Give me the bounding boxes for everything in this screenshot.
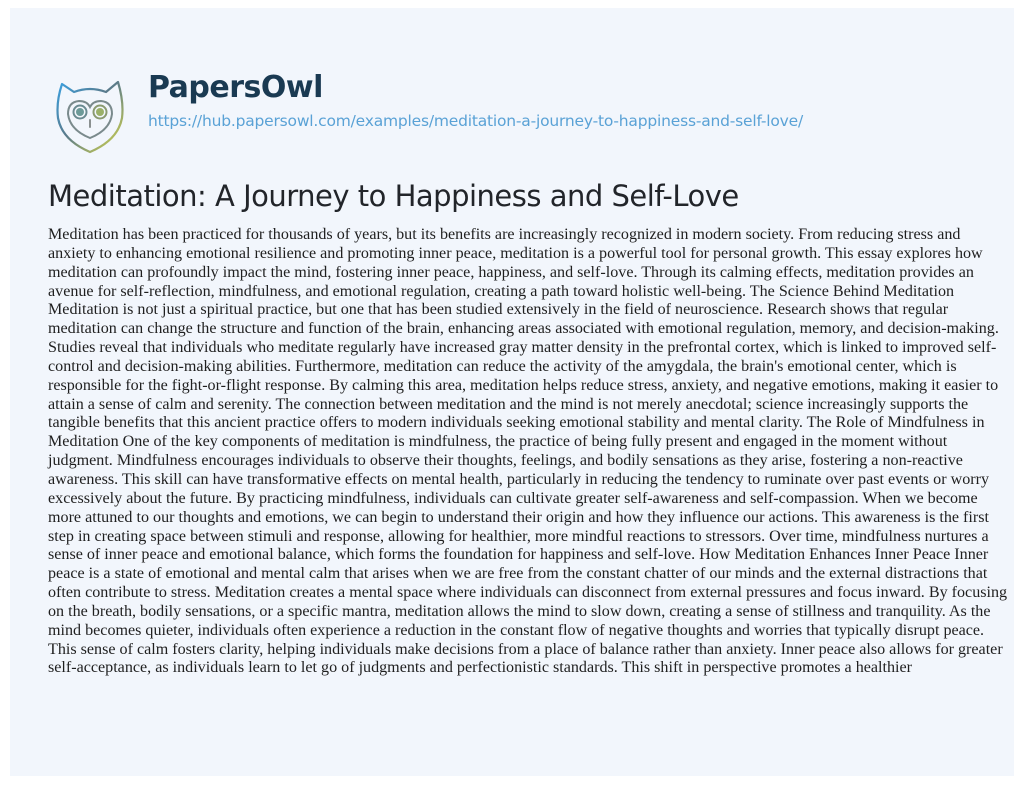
document-body: Meditation has been practiced for thousands of years, but its benefits are increasingly recognized in modern society. From reducing stress and anxiety to enhancing emotional resilience and promoting inner peace, meditation is a powerful tool for personal growth. This essay explores how meditation can profoundly impact the mind, fostering inner peace, happiness, and self-love. Through its calming effects, meditation provides an avenue for self-reflection, mindfulness, and emotional regulation, creating a path toward holistic well-being. The Science Behind Meditation Meditation is not just a spiritual practice, but one that has been studied extensively in the field of neuroscience. Research shows that regular meditation can change the structure and function of the brain, enhancing areas associated with emotional regulation, memory, and decision-making. Studies reveal that individuals who meditate regularly have increased gray matter density in the prefrontal cortex, which is linked to improved self-control and decision-making abilities. Furthermore, meditation can reduce the activity of the amygdala, the brain's emotional center, which is responsible for the fight-or-flight response. By calming this area, meditation helps reduce stress, anxiety, and negative emotions, making it easier to attain a sense of calm and serenity. The connection between meditation and the mind is not merely anecdotal; science increasingly supports the tangible benefits that this ancient practice offers to modern individuals seeking emotional stability and mental clarity. The Role of Mindfulness in Meditation One of the key components of meditation is mindfulness, the practice of being fully present and engaged in the moment without judgment. Mindfulness encourages individuals to observe their thoughts, feelings, and bodily sensations as they arise, fostering a non-reactive awareness. This skill can have transformative effects on mental health, particularly in reducing the tendency to ruminate over past events or worry excessively about the future. By practicing mindfulness, individuals can cultivate greater self-awareness and self-compassion. When we become more attuned to our thoughts and emotions, we can begin to understand their origin and how they influence our actions. This awareness is the first step in creating space between stimuli and response, allowing for healthier, more mindful reactions to stressors. Over time, mindfulness nurtures a sense of inner peace and emotional balance, which forms the foundation for happiness and self-love. How Meditation Enhances Inner Peace Inner peace is a state of emotional and mental calm that arises when we are free from the constant chatter of our minds and the external distractions that often contribute to stress. Meditation creates a mental space where individuals can disconnect from external pressures and focus inward. By focusing on the breath, bodily sensations, or a specific mantra, meditation allows the mind to slow down, creating a sense of stillness and tranquility. As the mind becomes quieter, individuals often experience a reduction in the constant flow of negative thoughts and worries that typically disrupt peace. This sense of calm fosters clarity, helping individuals make decisions from a place of balance rather than anxiety. Inner peace also allows for greater self-acceptance, as individuals learn to let go of judgments and perfectionistic standards. This shift in perspective promotes a healthier bbox=[48, 226, 1008, 677]
document-card bbox=[10, 8, 1014, 776]
source-url-link[interactable]: https://hub.papersowl.com/examples/meditation-a-journey-to-happiness-and-self-love/ bbox=[148, 112, 804, 130]
brand-text bbox=[148, 70, 803, 130]
owl-logo-icon bbox=[48, 66, 132, 161]
document-title: Meditation: A Journey to Happiness and Self-Love bbox=[48, 179, 739, 213]
brand-header bbox=[48, 66, 803, 161]
brand-name: PapersOwl bbox=[148, 70, 323, 105]
